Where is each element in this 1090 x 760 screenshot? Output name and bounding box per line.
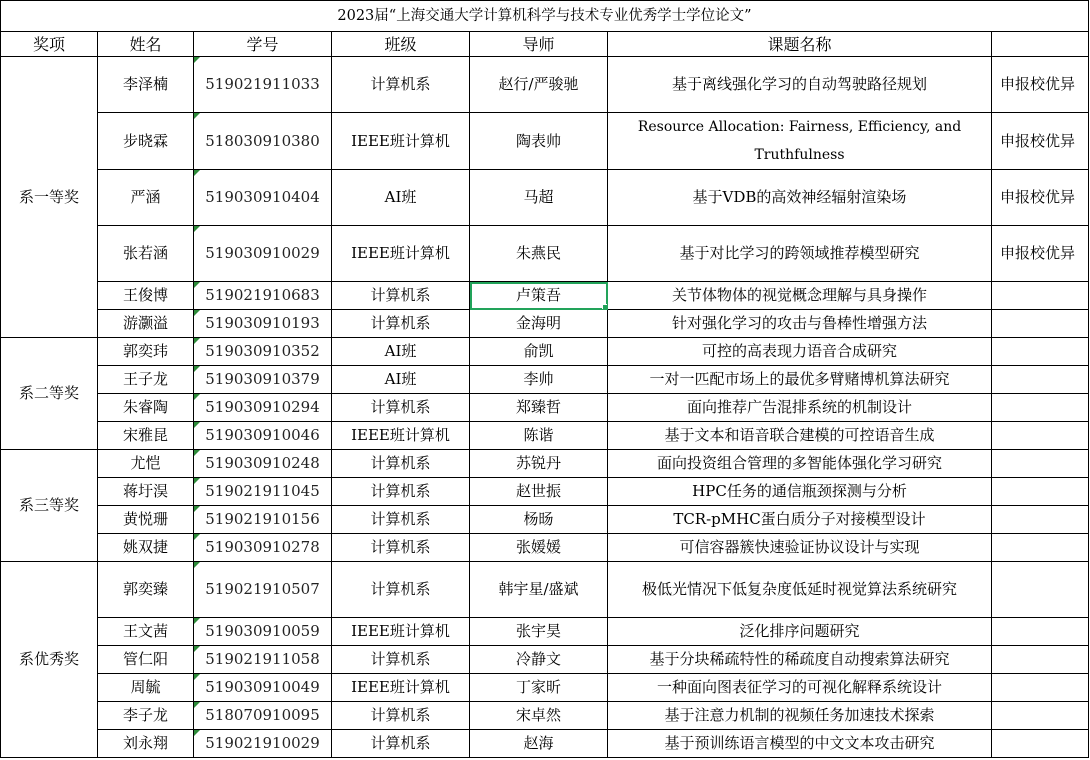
topic-cell[interactable]: 关节体物体的视觉概念理解与具身操作 — [608, 282, 992, 310]
table-row — [1, 338, 1089, 366]
student-id-cell[interactable]: 519030910046 — [194, 422, 332, 450]
class-cell[interactable]: 计算机系 — [332, 702, 470, 730]
note-cell[interactable] — [992, 422, 1089, 450]
table-row — [1, 534, 1089, 562]
student-id-cell[interactable]: 518030910380 — [194, 113, 332, 170]
topic-cell[interactable]: 面向推荐广告混排系统的机制设计 — [608, 394, 992, 422]
advisor-cell[interactable]: 赵行/严骏驰 — [470, 57, 608, 113]
note-cell[interactable] — [992, 338, 1089, 366]
table-row — [1, 618, 1089, 646]
topic-cell[interactable]: 基于注意力机制的视频任务加速技术探索 — [608, 702, 992, 730]
student-name-cell[interactable]: 周毓 — [98, 674, 194, 702]
topic-cell[interactable]: 基于对比学习的跨领域推荐模型研究 — [608, 226, 992, 282]
table-title[interactable]: 2023届“上海交通大学计算机科学与技术专业优秀学士学位论文” — [1, 1, 1089, 32]
student-id-cell[interactable]: 519030910193 — [194, 310, 332, 338]
student-name-cell[interactable]: 李泽楠 — [98, 57, 194, 113]
topic-cell[interactable]: 基于分块稀疏特性的稀疏度自动搜索算法研究 — [608, 646, 992, 674]
advisor-cell[interactable]: 冷静文 — [470, 646, 608, 674]
student-id-cell[interactable]: 519030910029 — [194, 226, 332, 282]
award-cell[interactable]: 系一等奖 — [1, 57, 98, 338]
student-id-cell[interactable]: 519030910294 — [194, 394, 332, 422]
note-cell[interactable] — [992, 730, 1089, 758]
student-id-cell[interactable]: 519021910683 — [194, 282, 332, 310]
advisor-cell[interactable]: 马超 — [470, 170, 608, 226]
award-cell[interactable]: 系优秀奖 — [1, 562, 98, 758]
class-cell[interactable]: IEEE班计算机 — [332, 674, 470, 702]
class-cell[interactable]: IEEE班计算机 — [332, 226, 470, 282]
header-class[interactable]: 班级 — [332, 32, 470, 57]
student-name-cell[interactable]: 姚双捷 — [98, 534, 194, 562]
header-name[interactable]: 姓名 — [98, 32, 194, 57]
student-name-cell[interactable]: 郭奕玮 — [98, 338, 194, 366]
student-name-cell[interactable]: 王文茜 — [98, 618, 194, 646]
advisor-cell[interactable]: 朱燕民 — [470, 226, 608, 282]
topic-cell[interactable]: TCR-pMHC蛋白质分子对接模型设计 — [608, 506, 992, 534]
student-name-cell[interactable]: 王子龙 — [98, 366, 194, 394]
topic-cell[interactable]: 一种面向图表征学习的可视化解释系统设计 — [608, 674, 992, 702]
table-row — [1, 310, 1089, 338]
class-cell[interactable]: IEEE班计算机 — [332, 618, 470, 646]
topic-cell[interactable]: HPC任务的通信瓶颈探测与分析 — [608, 478, 992, 506]
student-id-cell[interactable]: 519030910278 — [194, 534, 332, 562]
advisor-cell[interactable]: 杨旸 — [470, 506, 608, 534]
student-id-cell[interactable]: 519021911045 — [194, 478, 332, 506]
table-row — [1, 113, 1089, 170]
topic-cell[interactable]: 针对强化学习的攻击与鲁棒性增强方法 — [608, 310, 992, 338]
note-cell[interactable] — [992, 562, 1089, 618]
class-cell[interactable]: 计算机系 — [332, 450, 470, 478]
topic-cell[interactable]: 面向投资组合管理的多智能体强化学习研究 — [608, 450, 992, 478]
header-advisor[interactable]: 导师 — [470, 32, 608, 57]
student-name-cell[interactable]: 郭奕臻 — [98, 562, 194, 618]
award-cell[interactable]: 系二等奖 — [1, 338, 98, 450]
note-cell[interactable] — [992, 366, 1089, 394]
advisor-cell[interactable]: 陈谐 — [470, 422, 608, 450]
table-row — [1, 702, 1089, 730]
advisor-cell[interactable]: 张宇昊 — [470, 618, 608, 646]
advisor-cell[interactable]: 金海明 — [470, 310, 608, 338]
table-row — [1, 394, 1089, 422]
topic-cell[interactable]: 基于文本和语音联合建模的可控语音生成 — [608, 422, 992, 450]
note-cell[interactable] — [992, 534, 1089, 562]
advisor-cell[interactable]: 陶表帅 — [470, 113, 608, 170]
student-name-cell[interactable]: 黄悦珊 — [98, 506, 194, 534]
class-cell[interactable]: AI班 — [332, 338, 470, 366]
topic-cell[interactable]: 可控的高表现力语音合成研究 — [608, 338, 992, 366]
class-cell[interactable]: 计算机系 — [332, 506, 470, 534]
table-row — [1, 282, 1089, 310]
student-id-cell[interactable]: 519021910156 — [194, 506, 332, 534]
topic-cell[interactable]: 极低光情况下低复杂度低延时视觉算法系统研究 — [608, 562, 992, 618]
class-cell[interactable]: 计算机系 — [332, 394, 470, 422]
class-cell[interactable]: 计算机系 — [332, 730, 470, 758]
header-student-id[interactable]: 学号 — [194, 32, 332, 57]
header-topic[interactable]: 课题名称 — [608, 32, 992, 57]
header-note[interactable] — [992, 32, 1089, 57]
note-cell[interactable] — [992, 646, 1089, 674]
note-cell[interactable]: 申报校优异 — [992, 170, 1089, 226]
table-row — [1, 674, 1089, 702]
table-row — [1, 366, 1089, 394]
note-cell[interactable]: 申报校优异 — [992, 113, 1089, 170]
note-cell[interactable] — [992, 702, 1089, 730]
student-name-cell[interactable]: 宋雅昆 — [98, 422, 194, 450]
student-id-cell[interactable]: 519030910059 — [194, 618, 332, 646]
student-id-cell[interactable]: 519030910248 — [194, 450, 332, 478]
advisor-cell[interactable]: 张媛媛 — [470, 534, 608, 562]
student-name-cell[interactable]: 游灏溢 — [98, 310, 194, 338]
table-row — [1, 646, 1089, 674]
student-name-cell[interactable]: 步晓霖 — [98, 113, 194, 170]
student-id-cell[interactable]: 519021911033 — [194, 57, 332, 113]
advisor-cell[interactable]: 丁家昕 — [470, 674, 608, 702]
note-cell[interactable] — [992, 478, 1089, 506]
class-cell[interactable]: AI班 — [332, 366, 470, 394]
student-name-cell[interactable]: 王俊博 — [98, 282, 194, 310]
advisor-cell[interactable]: 赵海 — [470, 730, 608, 758]
student-id-cell[interactable]: 519030910404 — [194, 170, 332, 226]
topic-cell[interactable]: 一对一匹配市场上的最优多臂赌博机算法研究 — [608, 366, 992, 394]
advisor-cell[interactable]: 赵世振 — [470, 478, 608, 506]
student-id-cell[interactable]: 519021910029 — [194, 730, 332, 758]
class-cell[interactable]: 计算机系 — [332, 562, 470, 618]
student-name-cell[interactable]: 张若涵 — [98, 226, 194, 282]
award-cell[interactable]: 系三等奖 — [1, 450, 98, 562]
student-id-cell[interactable]: 518070910095 — [194, 702, 332, 730]
topic-cell[interactable]: 可信容器簇快速验证协议设计与实现 — [608, 534, 992, 562]
topic-cell[interactable]: 泛化排序问题研究 — [608, 618, 992, 646]
class-cell[interactable]: IEEE班计算机 — [332, 113, 470, 170]
advisor-cell[interactable]: 郑臻哲 — [470, 394, 608, 422]
student-name-cell[interactable]: 蒋圩淏 — [98, 478, 194, 506]
note-cell[interactable] — [992, 310, 1089, 338]
topic-cell[interactable]: 基于VDB的高效神经辐射渲染场 — [608, 170, 992, 226]
student-name-cell[interactable]: 朱睿陶 — [98, 394, 194, 422]
note-cell[interactable] — [992, 282, 1089, 310]
class-cell[interactable]: 计算机系 — [332, 310, 470, 338]
student-id-cell[interactable]: 519030910049 — [194, 674, 332, 702]
student-id-cell[interactable]: 519021910507 — [194, 562, 332, 618]
table-row — [1, 170, 1089, 226]
note-cell[interactable]: 申报校优异 — [992, 57, 1089, 113]
table-row — [1, 57, 1089, 113]
table-row — [1, 422, 1089, 450]
class-cell[interactable]: 计算机系 — [332, 478, 470, 506]
class-cell[interactable]: 计算机系 — [332, 534, 470, 562]
table-row — [1, 478, 1089, 506]
advisor-cell[interactable]: 卢策吾 — [470, 282, 608, 310]
note-cell[interactable] — [992, 618, 1089, 646]
topic-cell[interactable]: Resource Allocation: Fairness, Efficiency, and Truthfulness — [608, 113, 992, 170]
class-cell[interactable]: AI班 — [332, 170, 470, 226]
student-name-cell[interactable]: 尤恺 — [98, 450, 194, 478]
table-row — [1, 450, 1089, 478]
student-id-cell[interactable]: 519030910352 — [194, 338, 332, 366]
class-cell[interactable]: 计算机系 — [332, 282, 470, 310]
note-cell[interactable] — [992, 674, 1089, 702]
header-award[interactable]: 奖项 — [1, 32, 98, 57]
table-row — [1, 562, 1089, 618]
topic-cell[interactable]: 基于离线强化学习的自动驾驶路径规划 — [608, 57, 992, 113]
topic-cell[interactable]: 基于预训练语言模型的中文文本攻击研究 — [608, 730, 992, 758]
student-name-cell[interactable]: 严涵 — [98, 170, 194, 226]
note-cell[interactable]: 申报校优异 — [992, 226, 1089, 282]
class-cell[interactable]: 计算机系 — [332, 646, 470, 674]
advisor-cell[interactable]: 宋卓然 — [470, 702, 608, 730]
student-name-cell[interactable]: 刘永翔 — [98, 730, 194, 758]
student-name-cell[interactable]: 管仁阳 — [98, 646, 194, 674]
advisor-cell[interactable]: 韩宇星/盛斌 — [470, 562, 608, 618]
class-cell[interactable]: 计算机系 — [332, 57, 470, 113]
advisor-cell[interactable]: 俞凯 — [470, 338, 608, 366]
student-id-cell[interactable]: 519021911058 — [194, 646, 332, 674]
note-cell[interactable] — [992, 506, 1089, 534]
note-cell[interactable] — [992, 450, 1089, 478]
student-id-cell[interactable]: 519030910379 — [194, 366, 332, 394]
advisor-cell[interactable]: 李帅 — [470, 366, 608, 394]
note-cell[interactable] — [992, 394, 1089, 422]
table-row — [1, 226, 1089, 282]
student-name-cell[interactable]: 李子龙 — [98, 702, 194, 730]
table-row — [1, 730, 1089, 758]
table-row — [1, 506, 1089, 534]
advisor-cell[interactable]: 苏锐丹 — [470, 450, 608, 478]
class-cell[interactable]: IEEE班计算机 — [332, 422, 470, 450]
